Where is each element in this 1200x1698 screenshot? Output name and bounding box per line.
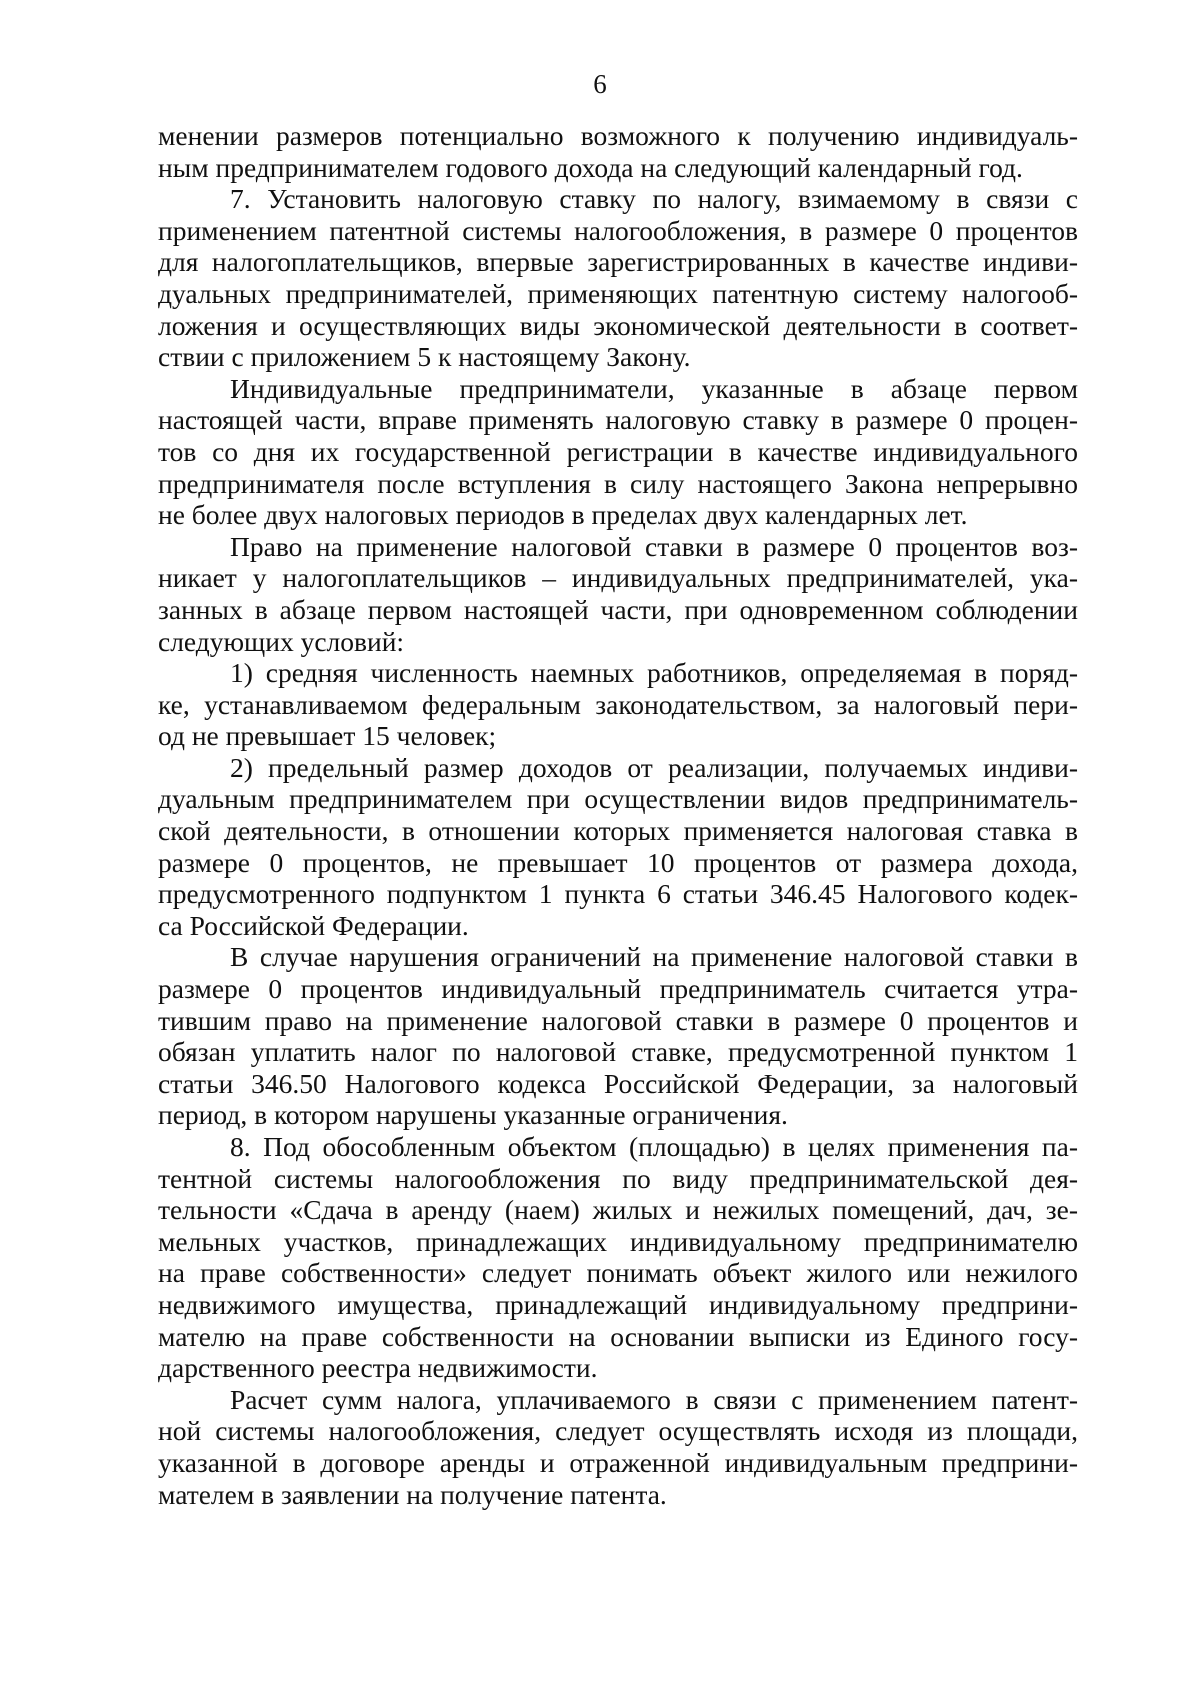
text-line: тентной системы налогообложения по виду предпринимательской дея-: [158, 1162, 1078, 1194]
text-line: 8. Под обособленным объектом (площадью) в целях применения па-: [230, 1131, 1078, 1162]
text-line: предпринимателя после вступления в силу настоящего Закона непрерывно: [158, 467, 1078, 499]
text-line: статьи 346.50 Налогового кодекса Российской Федерации, за налоговый: [158, 1067, 1078, 1099]
text-line: дуальным предпринимателем при осуществлении видов предприниматель-: [158, 783, 1078, 815]
text-line: тов со дня их государственной регистрации в качестве индивидуального: [158, 435, 1078, 467]
text-line: период, в котором нарушены указанные ограничения.: [158, 1099, 788, 1131]
text-line: ствии с приложением 5 к настоящему Закону.: [158, 341, 691, 373]
text-line: занных в абзаце первом настоящей части, при одновременном соблюдении: [158, 593, 1078, 625]
text-line: дарственного реестра недвижимости.: [158, 1352, 598, 1384]
text-line: тившим право на применение налоговой ставки в размере 0 процентов и: [158, 1004, 1078, 1036]
paragraph: [158, 941, 1078, 1131]
paragraph: [158, 1384, 1078, 1510]
text-line: настоящей части, вправе применять налоговую ставку в размере 0 процен-: [158, 404, 1078, 436]
text-line: мельных участков, принадлежащих индивидуальному предпринимателю: [158, 1225, 1078, 1257]
text-line: для налогоплательщиков, впервые зарегистрированных в качестве индиви-: [158, 246, 1078, 278]
text-line: ным предпринимателем годового дохода на следующий календарный год.: [158, 151, 1023, 183]
text-line: никает у налогоплательщиков – индивидуальных предпринимателей, ука-: [158, 562, 1078, 594]
text-line: 7. Установить налоговую ставку по налогу, взимаемому в связи с: [230, 183, 1078, 215]
text-line: Расчет сумм налога, уплачиваемого в связи с применением патент-: [230, 1383, 1078, 1415]
text-line: ской деятельности, в отношении которых применяется налоговая ставка в: [158, 815, 1078, 847]
paragraph: [158, 373, 1078, 531]
text-line: Индивидуальные предприниматели, указанные в абзаце первом: [230, 372, 1078, 404]
text-line: 2) предельный размер доходов от реализации, получаемых индиви-: [230, 751, 1078, 783]
text-line: ке, устанавливаемом федеральным законодательством, за налоговый пери-: [158, 688, 1078, 720]
text-line: размере 0 процентов, не превышает 10 процентов от размера дохода,: [158, 846, 1078, 878]
paragraph: [158, 1131, 1078, 1384]
text-line: указанной в договоре аренды и отраженной индивидуальным предприни-: [158, 1446, 1078, 1478]
text-line: не более двух налоговых периодов в пределах двух календарных лет.: [158, 499, 968, 531]
text-line: ложения и осуществляющих виды экономической деятельности в соответ-: [158, 309, 1078, 341]
text-line: В случае нарушения ограничений на применение налоговой ставки в: [230, 941, 1078, 973]
text-line: мателем в заявлении на получение патента.: [158, 1478, 667, 1510]
paragraph: [158, 657, 1078, 752]
document-body: [158, 120, 1078, 1510]
paragraph: [158, 752, 1078, 942]
text-line: са Российской Федерации.: [158, 909, 469, 941]
text-line: размере 0 процентов индивидуальный предприниматель считается утра-: [158, 973, 1078, 1005]
text-line: недвижимого имущества, принадлежащий индивидуальному предприни-: [158, 1288, 1078, 1320]
text-line: предусмотренного подпунктом 1 пункта 6 статьи 346.45 Налогового кодек-: [158, 878, 1078, 910]
paragraph: [158, 183, 1078, 373]
text-line: применением патентной системы налогообложения, в размере 0 процентов: [158, 214, 1078, 246]
paragraph: [158, 531, 1078, 657]
text-line: ной системы налогообложения, следует осуществлять исходя из площади,: [158, 1415, 1078, 1447]
text-line: мателю на праве собственности на основании выписки из Единого госу-: [158, 1320, 1078, 1352]
page-number: 6: [593, 69, 607, 99]
text-line: на праве собственности» следует понимать объект жилого или нежилого: [158, 1257, 1078, 1289]
text-line: од не превышает 15 человек;: [158, 720, 497, 752]
text-line: тельности «Сдача в аренду (наем) жилых и нежилых помещений, дач, зе-: [158, 1194, 1078, 1226]
text-line: Право на применение налоговой ставки в размере 0 процентов воз-: [230, 530, 1078, 562]
text-line: 1) средняя численность наемных работников, определяемая в поряд-: [230, 657, 1078, 689]
text-line: дуальных предпринимателей, применяющих патентную систему налогооб-: [158, 277, 1078, 309]
text-line: следующих условий:: [158, 625, 405, 657]
text-line: менении размеров потенциально возможного к получению индивидуаль-: [158, 120, 1078, 151]
paragraph: [158, 120, 1078, 183]
text-line: обязан уплатить налог по налоговой ставке, предусмотренной пунктом 1: [158, 1036, 1078, 1068]
